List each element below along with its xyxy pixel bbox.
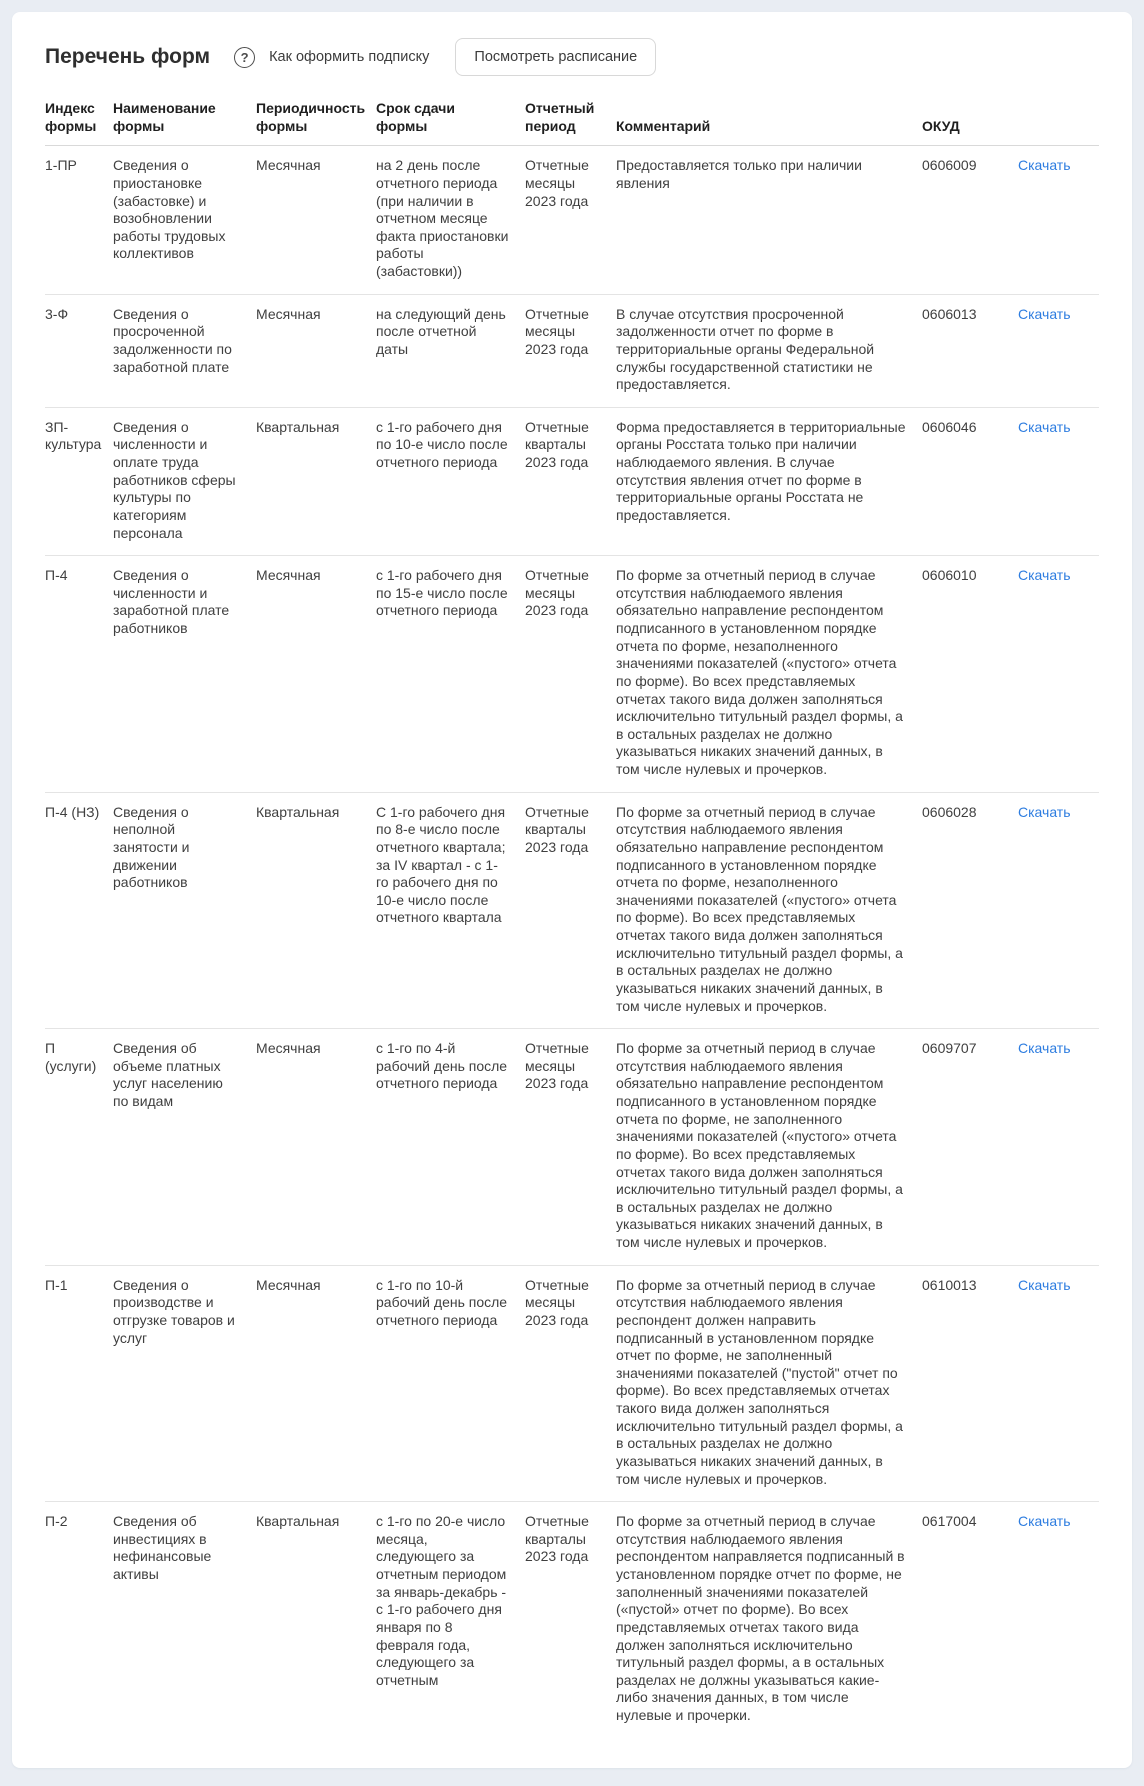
periodicity-cell: Месячная: [256, 146, 376, 294]
comment-cell: По форме за отчетный период в случае отсутствия наблюдаемого явления обязательно направление респондентом подписанного в установленном порядке отчета по форме, незаполненного значениями показателей («пустого» отчета по форме). Во всех представляемых отчетах такого вида должен заполняться исключительно титульный раздел формы, а в остальных разделах не должно указываться никаких значений данных, в том числе нулевых и прочерков.: [616, 792, 922, 1029]
subscription-help-link[interactable]: Как оформить подписку: [269, 49, 430, 65]
periodicity-cell: Квартальная: [256, 792, 376, 1029]
deadline-cell: с 1-го рабочего дня по 10-е число после отчетного периода: [376, 407, 525, 555]
deadline-cell: с 1-го по 4-й рабочий день после отчетного периода: [376, 1029, 525, 1266]
download-cell: [1018, 294, 1099, 407]
table-row: [45, 1502, 1099, 1738]
form-name-cell: Сведения о численности и заработной плате работников: [113, 556, 256, 793]
form-index-cell: 3-Ф: [45, 294, 113, 407]
comment-cell: По форме за отчетный период в случае отсутствия наблюдаемого явления обязательно направление респондентом подписанного в установленном порядке отчета по форме, незаполненного значениями показателей («пустого» отчета по форме). Во всех представляемых отчетах такого вида должен заполняться исключительно титульный раздел формы, а в остальных разделах не должно указываться никаких значений данных, в том числе нулевых и прочерков.: [616, 556, 922, 793]
topbar: [45, 38, 1099, 76]
header-form-index: Индекс формы: [45, 100, 113, 146]
comment-cell: Предоставляется только при наличии явления: [616, 146, 922, 294]
comment-cell: По форме за отчетный период в случае отсутствия наблюдаемого явления обязательно направление респондентом подписанного в установленном порядке отчета по форме, не заполненного значениями показателей («пустого» отчета по форме). Во всех представляемых отчетах такого вида должен заполняться исключительно титульный раздел формы, а в остальных разделах не должно указываться никаких значений данных, в том числе нулевых и прочерков.: [616, 1029, 922, 1266]
help-icon[interactable]: ?: [234, 47, 255, 68]
header-form-name: Наименование формы: [113, 100, 256, 146]
deadline-cell: на 2 день после отчетного периода (при наличии в отчетном месяце факта приостановки работы (забастовки)): [376, 146, 525, 294]
page-title: Перечень форм: [45, 45, 211, 68]
comment-cell: По форме за отчетный период в случае отсутствия наблюдаемого явления респондент должен направить подписанный в установленном порядке отчет по форме, не заполненный значениями показателей ("пустой" отчет по форме). Во всех представляемых отчетах такого вида должен заполняться исключительно титульный раздел формы, а в остальных разделах не должно указываться никаких значений данных, в том числе нулевых и прочерков.: [616, 1265, 922, 1502]
deadline-cell: на следующий день после отчетной даты: [376, 294, 525, 407]
form-name-cell: Сведения о просроченной задолженности по заработной плате: [113, 294, 256, 407]
periodicity-cell: Месячная: [256, 294, 376, 407]
view-schedule-button[interactable]: Посмотреть расписание: [455, 38, 656, 76]
form-index-cell: П (услуги): [45, 1029, 113, 1266]
header-deadline: Срок сдачи формы: [376, 100, 525, 146]
download-cell: [1018, 1029, 1099, 1266]
download-cell: [1018, 407, 1099, 555]
form-name-cell: Сведения о приостановке (забастовке) и возобновлении работы трудовых коллективов: [113, 146, 256, 294]
deadline-cell: с 1-го рабочего дня по 15-е число после отчетного периода: [376, 556, 525, 793]
table-row: [45, 407, 1099, 555]
table-row: [45, 556, 1099, 793]
form-name-cell: Сведения об объеме платных услуг населению по видам: [113, 1029, 256, 1266]
forms-table-body: [45, 146, 1099, 1738]
header-period: Отчетный период: [525, 100, 616, 146]
header-okud: ОКУД: [922, 100, 1018, 146]
header-comment: Комментарий: [616, 100, 922, 146]
form-index-cell: П-2: [45, 1513, 68, 1530]
table-row: [45, 294, 1099, 407]
form-index-cell: ЗП-культура: [45, 407, 113, 555]
table-row: [45, 146, 1099, 294]
period-cell: Отчетные кварталы 2023 года: [525, 1513, 589, 1565]
okud-cell: 0610013: [922, 1265, 1018, 1502]
form-name-cell: Сведения о неполной занятости и движении работников: [113, 792, 256, 1029]
okud-cell: 0617004: [922, 1513, 977, 1530]
table-row: [45, 792, 1099, 1029]
comment-cell: В случае отсутствия просроченной задолженности отчет по форме в территориальные органы Федеральной службы государственной статистики не предоставляется.: [616, 294, 922, 407]
deadline-cell: с 1-го по 10-й рабочий день после отчетного периода: [376, 1265, 525, 1502]
form-index-cell: П-4: [45, 556, 113, 793]
periodicity-cell: Квартальная: [256, 407, 376, 555]
form-name-cell: Сведения об инвестициях в нефинансовые активы: [113, 1513, 212, 1582]
periodicity-cell: Месячная: [256, 1029, 376, 1266]
form-name-cell: Сведения о производстве и отгрузке товаров и услуг: [113, 1265, 256, 1502]
period-cell: Отчетные месяцы 2023 года: [525, 294, 616, 407]
period-cell: Отчетные кварталы 2023 года: [525, 407, 616, 555]
download-link[interactable]: Скачать: [1018, 418, 1071, 435]
period-cell: Отчетные месяцы 2023 года: [525, 1029, 616, 1266]
form-name-cell: Сведения о численности и оплате труда работников сферы культуры по категориям персонала: [113, 407, 256, 555]
okud-cell: 0606028: [922, 792, 1018, 1029]
download-link[interactable]: Скачать: [1018, 1040, 1071, 1057]
periodicity-cell: Месячная: [256, 556, 376, 793]
forms-table-header: [45, 100, 1099, 146]
okud-cell: 0606046: [922, 407, 1018, 555]
download-cell: [1018, 556, 1099, 793]
download-link[interactable]: Скачать: [1018, 157, 1071, 174]
form-index-cell: 1-ПР: [45, 146, 113, 294]
download-cell: [1018, 1502, 1099, 1738]
period-cell: Отчетные месяцы 2023 года: [525, 556, 616, 793]
comment-cell: По форме за отчетный период в случае отсутствия наблюдаемого явления респондентом направляется подписанный в установленном порядке отчет по форме, не заполненный значениями показателей («пустой» отчет по форме). Во всех представляемых отчетах такого вида должен заполняться исключительно титульный раздел формы, а в остальных разделах не должны указываться какие-либо значения данных, в том числе нулевые и прочерки.: [616, 1513, 905, 1723]
download-cell: [1018, 792, 1099, 1029]
period-cell: Отчетные кварталы 2023 года: [525, 792, 616, 1029]
okud-cell: 0606009: [922, 146, 1018, 294]
form-index-cell: П-4 (НЗ): [45, 792, 113, 1029]
deadline-cell: с 1-го по 20-е число месяца, следующего за отчетным периодом за январь-декабрь - с 1-го рабочего дня января по 8 февраля года, следующего за отчетным: [376, 1513, 507, 1688]
table-row: [45, 1029, 1099, 1266]
periodicity-cell: Квартальная: [256, 1513, 340, 1530]
forms-table: [45, 100, 1099, 1738]
download-link[interactable]: Скачать: [1018, 803, 1071, 820]
periodicity-cell: Месячная: [256, 1265, 376, 1502]
download-link[interactable]: Скачать: [1018, 305, 1071, 322]
download-link[interactable]: Скачать: [1018, 1513, 1071, 1530]
forms-card: [12, 12, 1132, 1768]
download-link[interactable]: Скачать: [1018, 1276, 1071, 1293]
download-link[interactable]: Скачать: [1018, 567, 1071, 584]
comment-cell: Форма предоставляется в территориальные органы Росстата только при наличии наблюдаемого явления. В случае отсутствия явления отчет по форме в территориальные органы Росстата не предоставляется.: [616, 407, 922, 555]
okud-cell: 0609707: [922, 1029, 1018, 1266]
header-periodicity: Периодичность формы: [256, 100, 376, 146]
table-row: [45, 1265, 1099, 1502]
okud-cell: 0606010: [922, 556, 1018, 793]
header-download: [1018, 100, 1099, 146]
download-cell: [1018, 146, 1099, 294]
download-cell: [1018, 1265, 1099, 1502]
deadline-cell: С 1-го рабочего дня по 8-е число после отчетного квартала; за IV квартал - с 1-го рабочего дня по 10-е число после отчетного квартала: [376, 792, 525, 1029]
form-index-cell: П-1: [45, 1265, 113, 1502]
period-cell: Отчетные месяцы 2023 года: [525, 146, 616, 294]
period-cell: Отчетные месяцы 2023 года: [525, 1265, 616, 1502]
okud-cell: 0606013: [922, 294, 1018, 407]
